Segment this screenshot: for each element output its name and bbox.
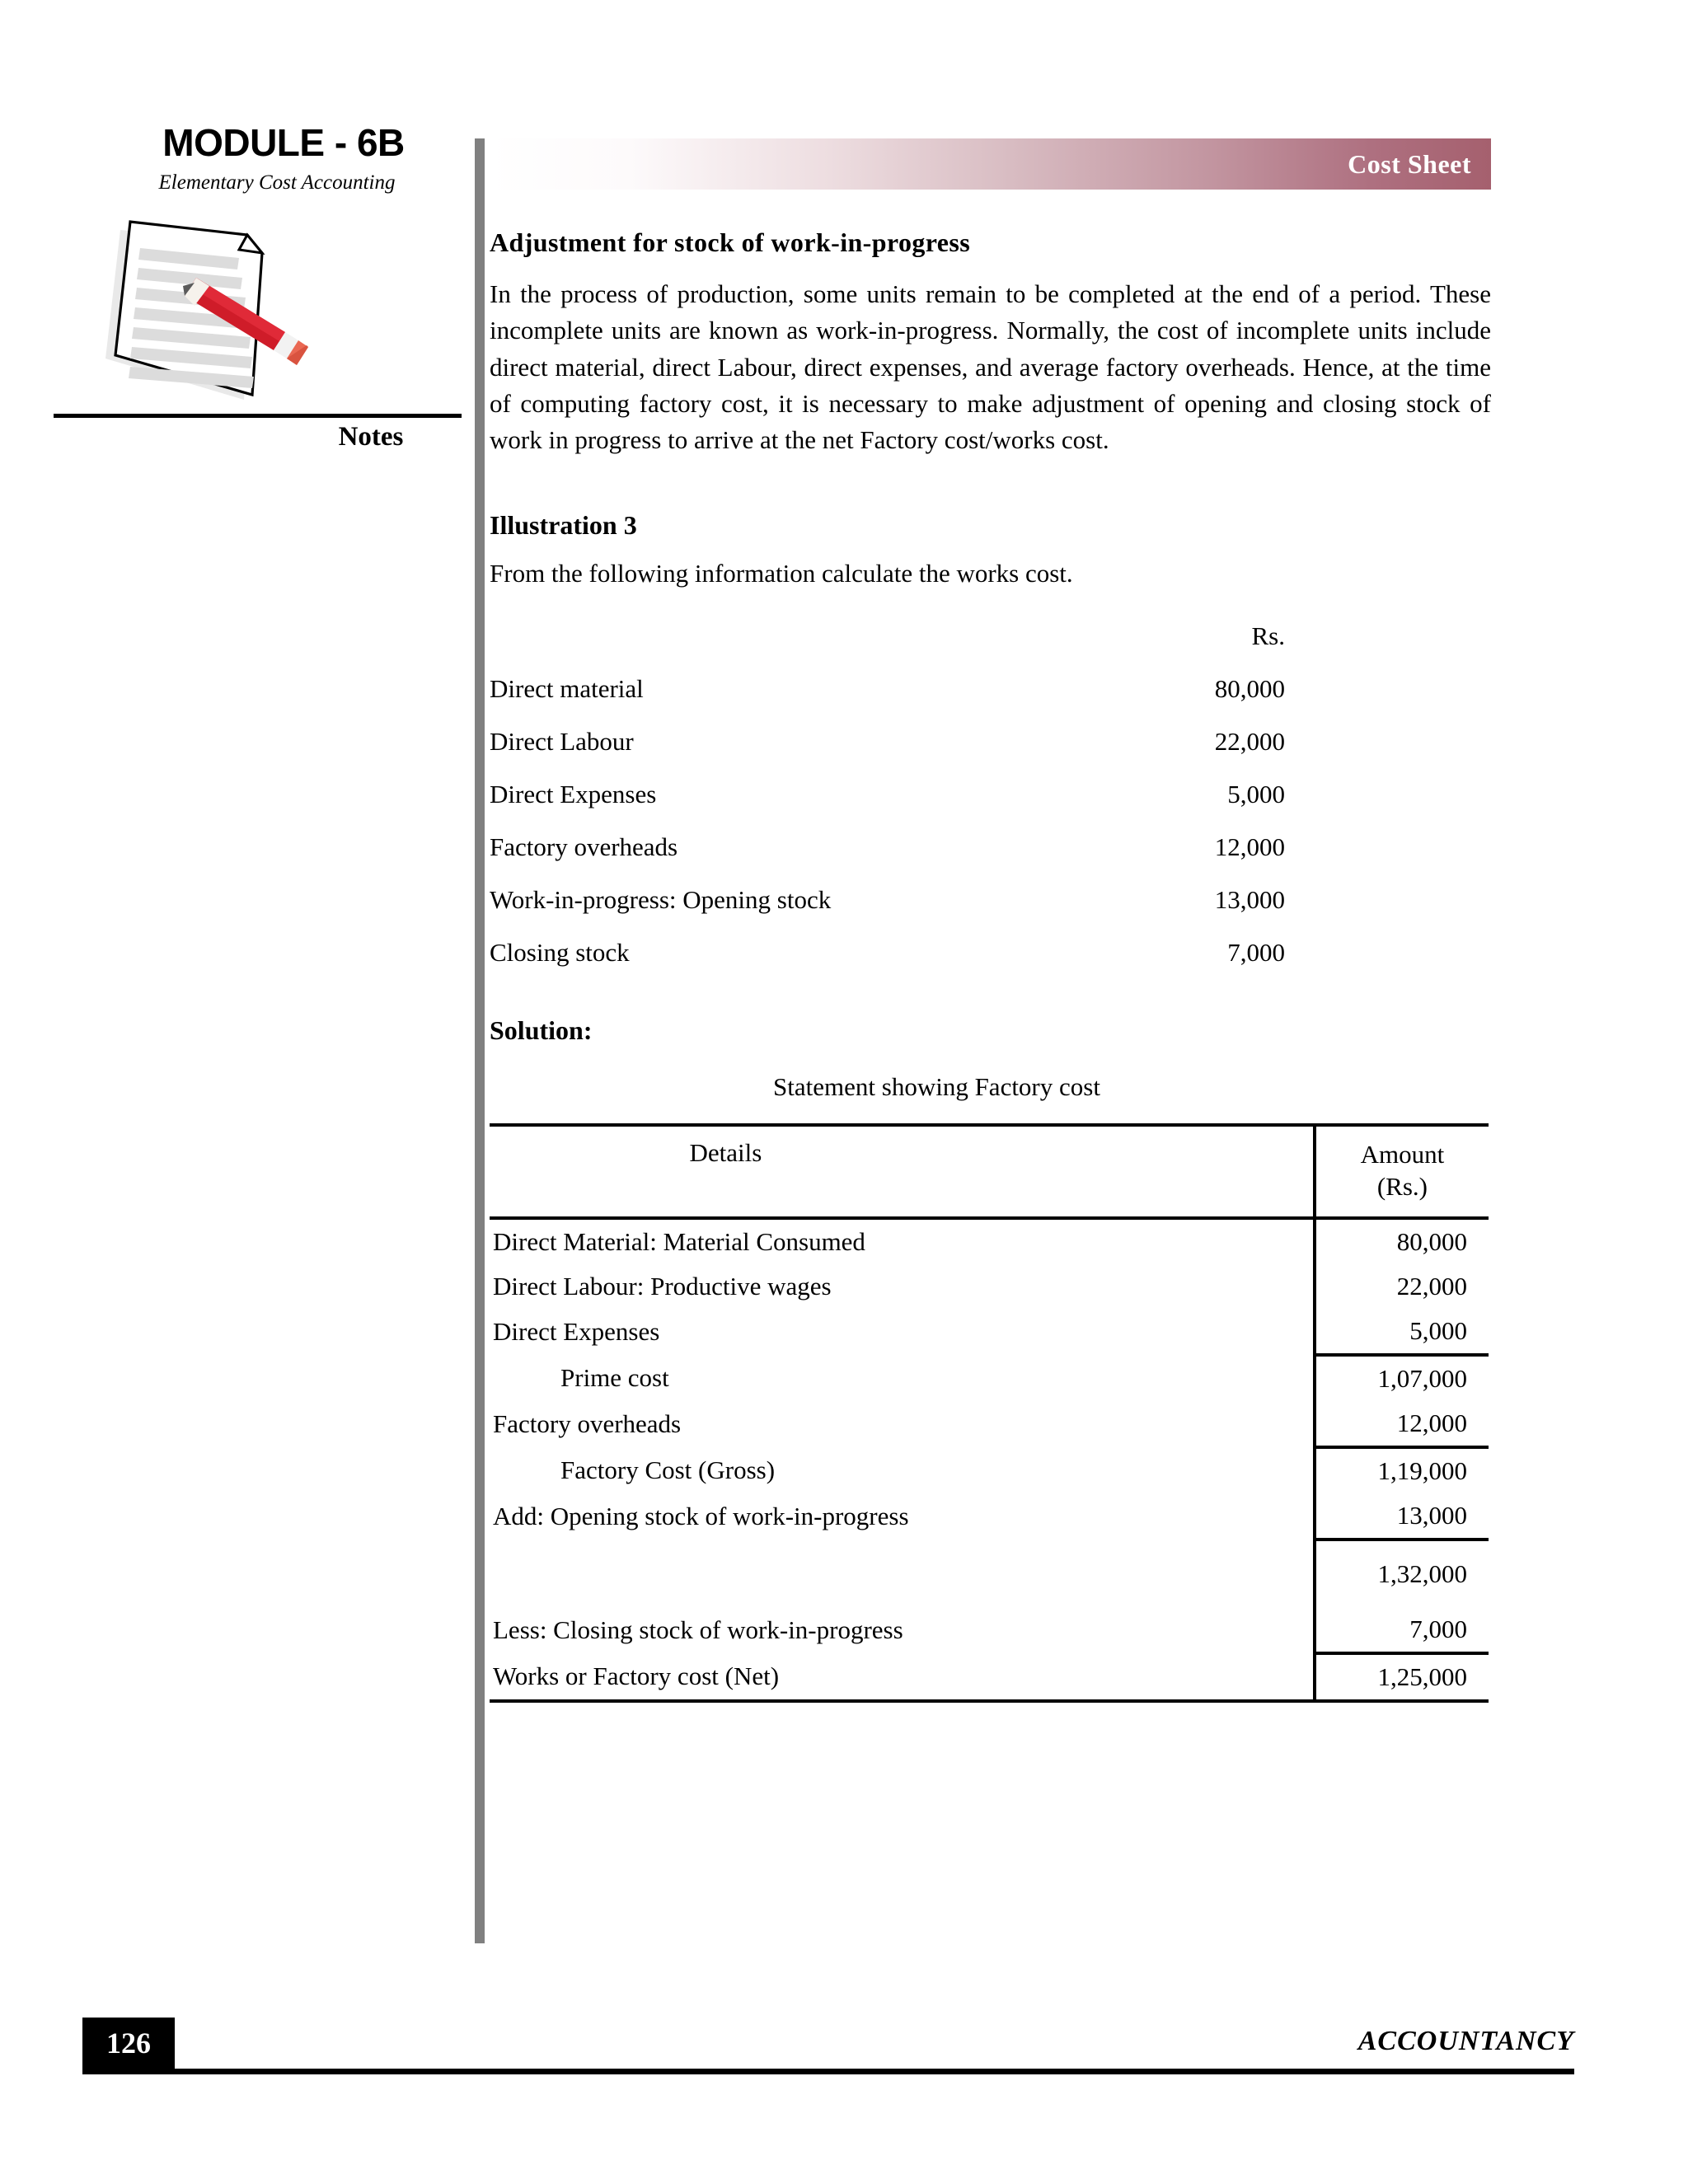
given-value: 22,000 bbox=[1214, 726, 1285, 756]
given-label: Work-in-progress: Opening stock bbox=[490, 884, 832, 914]
row-details bbox=[490, 1540, 1315, 1607]
given-label: Direct Labour bbox=[490, 726, 634, 756]
table-row-subtotal bbox=[490, 1540, 1489, 1607]
chapter-banner-title: Cost Sheet bbox=[1348, 148, 1471, 179]
table-row-subtotal bbox=[490, 1355, 1489, 1401]
page-footer bbox=[82, 2018, 1574, 2092]
row-amount: 5,000 bbox=[1315, 1309, 1489, 1355]
given-label: Factory overheads bbox=[490, 832, 678, 861]
module-title: MODULE - 6B bbox=[162, 121, 405, 164]
table-row bbox=[490, 1264, 1489, 1309]
column-header-amount-line2: (Rs.) bbox=[1376, 1172, 1428, 1202]
footer-brand: ACCOUNTANCY bbox=[1357, 2026, 1574, 2056]
notes-label: Notes bbox=[338, 422, 404, 452]
row-amount: 22,000 bbox=[1315, 1264, 1489, 1309]
page-number-badge bbox=[82, 2018, 175, 2069]
list-item bbox=[490, 832, 1491, 862]
given-data-list bbox=[490, 674, 1491, 968]
statement-caption: Statement showing Factory cost bbox=[773, 1071, 1100, 1101]
list-item bbox=[490, 780, 1491, 809]
factory-cost-statement-table bbox=[490, 1123, 1489, 1703]
table-row bbox=[490, 1218, 1489, 1264]
table-row-subtotal bbox=[490, 1447, 1489, 1493]
row-details: Direct Labour: Productive wages bbox=[493, 1271, 832, 1301]
given-value: 12,000 bbox=[1214, 832, 1285, 861]
row-amount: 1,25,000 bbox=[1315, 1653, 1489, 1701]
list-item bbox=[490, 674, 1491, 704]
module-sidebar bbox=[82, 121, 462, 470]
table-row bbox=[490, 1493, 1489, 1540]
vertical-divider-bar bbox=[475, 138, 485, 1943]
footer-divider-rule bbox=[82, 2069, 1574, 2074]
given-value: 7,000 bbox=[1227, 937, 1285, 967]
given-value: 5,000 bbox=[1227, 779, 1285, 808]
illustration-heading: Illustration 3 bbox=[490, 509, 637, 540]
row-details: Factory Cost (Gross) bbox=[560, 1455, 776, 1484]
row-details: Works or Factory cost (Net) bbox=[490, 1653, 1315, 1701]
given-label: Closing stock bbox=[490, 937, 630, 967]
illustration-intro: From the following information calculate the works cost. bbox=[490, 558, 1073, 588]
given-label: Direct material bbox=[490, 673, 644, 703]
page-number: 126 bbox=[106, 2027, 151, 2060]
row-amount: 1,19,000 bbox=[1315, 1447, 1489, 1493]
sidebar-divider-rule bbox=[54, 414, 462, 418]
column-header-amount-line1: Amount bbox=[1360, 1139, 1445, 1169]
row-details: Direct Material: Material Consumed bbox=[493, 1226, 865, 1256]
table-header-row bbox=[490, 1125, 1489, 1218]
row-amount: 1,32,000 bbox=[1315, 1540, 1489, 1607]
notepad-with-pencil-icon bbox=[97, 210, 345, 408]
row-details: Less: Closing stock of work-in-progress bbox=[493, 1615, 903, 1644]
row-details: Prime cost bbox=[560, 1362, 669, 1392]
row-amount: 1,07,000 bbox=[1315, 1355, 1489, 1401]
row-amount: 12,000 bbox=[1315, 1401, 1489, 1447]
given-value: 80,000 bbox=[1214, 673, 1285, 703]
chapter-banner bbox=[490, 138, 1491, 190]
section-paragraph: In the process of production, some units remain to be completed at the end of a period. These incomplete units are known as work-in-progress. Normally, the cost of incomplete units include direct material, direct Labour, direct expenses, and average factory overheads. Hence, at the time of computing factory cost, it is necessary to make adjustment of opening and closing stock of work in progress to arrive at the net Factory cost/works cost. bbox=[490, 279, 1491, 455]
list-item bbox=[490, 727, 1491, 757]
row-amount: 13,000 bbox=[1315, 1493, 1489, 1540]
row-amount: 80,000 bbox=[1315, 1218, 1489, 1264]
table-row bbox=[490, 1309, 1489, 1355]
row-details: Factory overheads bbox=[493, 1408, 682, 1438]
row-amount: 7,000 bbox=[1315, 1607, 1489, 1653]
module-subtitle: Elementary Cost Accounting bbox=[158, 171, 396, 194]
given-value: 13,000 bbox=[1214, 884, 1285, 914]
column-header-amount bbox=[1315, 1125, 1489, 1218]
table-row bbox=[490, 1401, 1489, 1447]
content-column bbox=[490, 138, 1491, 1703]
table-row bbox=[490, 1607, 1489, 1653]
row-details: Add: Opening stock of work-in-progress bbox=[493, 1501, 909, 1530]
table-row-total bbox=[490, 1653, 1489, 1701]
list-item bbox=[490, 938, 1491, 968]
row-details: Direct Expenses bbox=[493, 1316, 660, 1346]
column-header-details: Details bbox=[490, 1125, 1315, 1218]
solution-heading: Solution: bbox=[490, 1015, 593, 1045]
currency-header: Rs. bbox=[1251, 621, 1285, 650]
section-heading: Adjustment for stock of work-in-progress bbox=[490, 227, 971, 257]
given-label: Direct Expenses bbox=[490, 779, 657, 808]
list-item bbox=[490, 885, 1491, 915]
